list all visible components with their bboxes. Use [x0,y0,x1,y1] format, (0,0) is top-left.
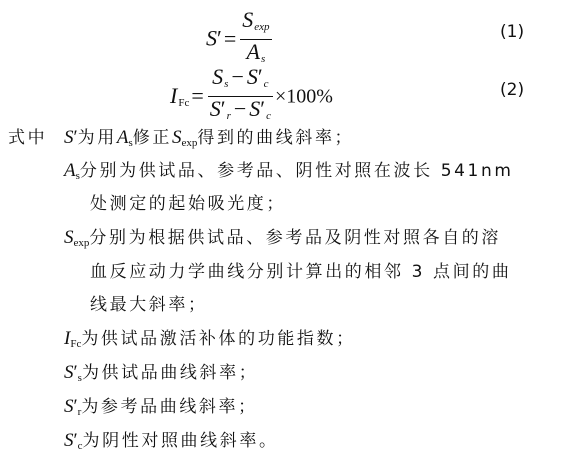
eq2-times-percent: ×100% [274,85,333,108]
def-item-s-prime: S′为用$A_s$修正$S_{exp}$得到的曲线斜率； [64,127,355,149]
def-item-sexp: $S_{exp}$分别为根据供试品、参考品及阴性对照各自的溶 [64,227,501,249]
eq1-numerator: $S_{exp}$ [240,8,271,40]
equation-2-number: (2) [500,80,525,100]
equation-1 [206,8,274,71]
def-item-as-cont: 处测定的起始吸光度； [90,194,286,214]
def-intro: 式中 [8,128,48,148]
equation-2 [170,65,333,128]
def-item-sexp-cont1: 血反应动力学曲线分别计算出的相邻 3 点间的曲 [90,262,512,282]
def-item-sr: $S'_r$为参考品曲线斜率； [64,396,258,418]
eq1-lhs: S′ [206,25,222,51]
def-item-sexp-cont2: 线最大斜率； [90,295,208,315]
eq1-denominator: $A_s$ [246,39,266,65]
eq2-equals: = [191,82,204,108]
eq2-denominator: $S'_r - S'_c$ [209,96,271,122]
def-item-sc: $S'_c$为阴性对照曲线斜率。 [64,430,279,452]
eq2-numerator: $S_s - S'_c$ [208,65,273,97]
def-item-ifc: $I_{Fc}$为供试品激活补体的功能指数； [64,328,356,350]
def-item-as: $A_s$分别为供试品、参考品、阴性对照在波长 541nm [64,160,514,182]
eq2-fraction [208,65,273,128]
eq2-lhs: $I_{Fc}$ [170,82,190,109]
equation-1-number: (1) [500,22,525,42]
eq1-fraction [240,8,271,71]
def-item-ss: $S'_s$为供试品曲线斜率； [64,362,259,384]
eq1-equals: = [223,25,237,51]
def-intro-line [8,128,47,148]
